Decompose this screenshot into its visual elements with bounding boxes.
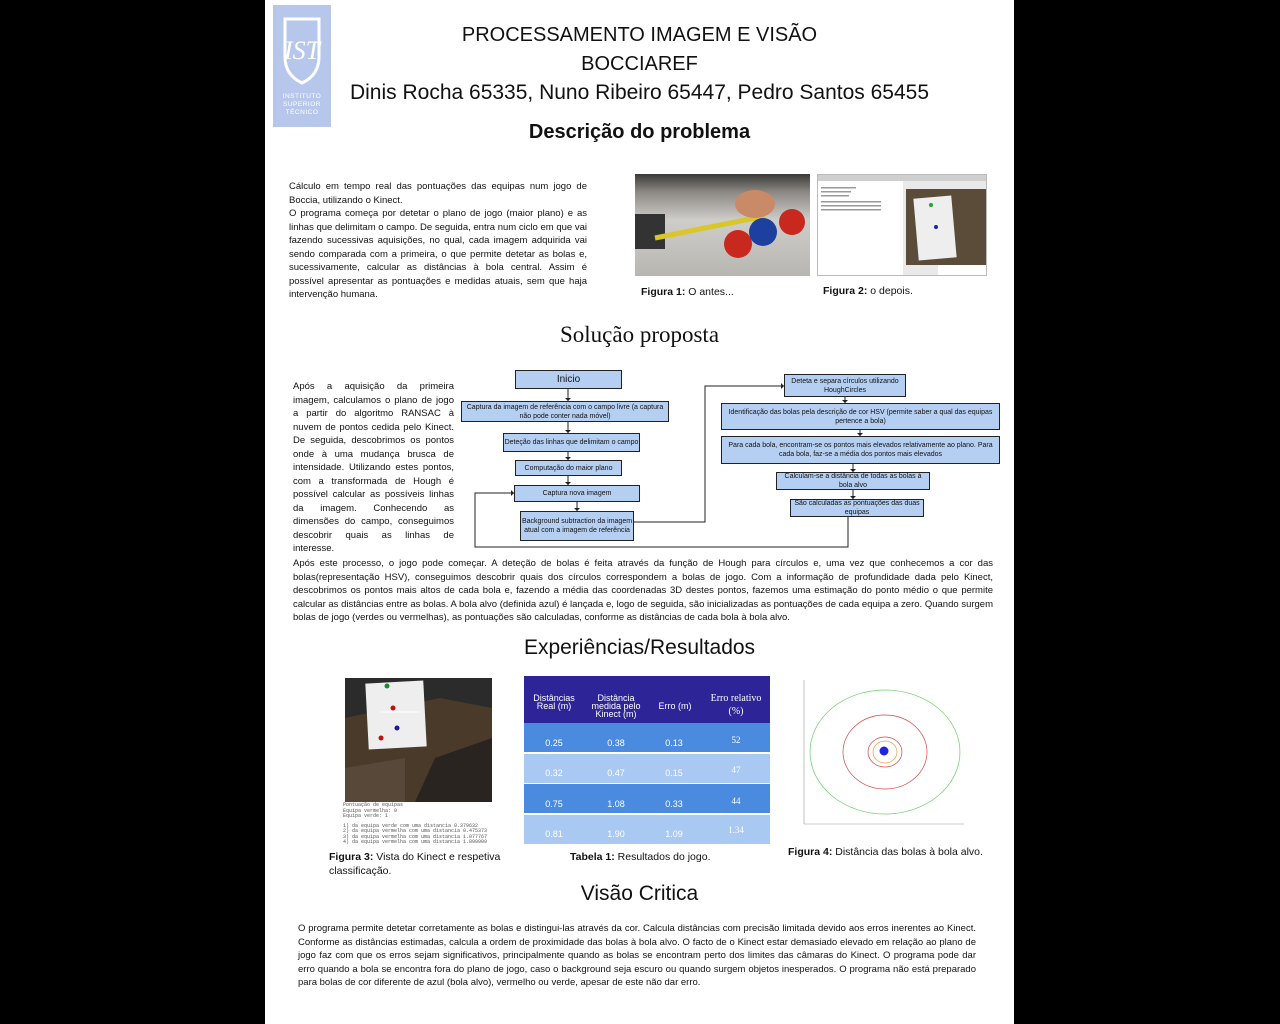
poster-authors: Dinis Rocha 65335, Nuno Ribeiro 65447, Pedro Santos 65455 — [349, 81, 930, 104]
table-cell: 0.13 — [665, 738, 683, 748]
console-line: 1) da equipa verde com uma distancia 0.379632 — [343, 822, 479, 829]
table-header — [524, 676, 770, 723]
flow-pontos-altos: Para cada bola, encontram-se os pontos mais elevados relativamente ao plano. Para cada bola, faz-se a média dos pontos mais elevados — [721, 436, 1000, 464]
table-cell: 0.47 — [607, 768, 625, 778]
poster — [265, 0, 1014, 1024]
table-cell: 1.09 — [665, 829, 683, 839]
flow-detecao-linhas: Deteção das linhas que delimitam o campo — [503, 433, 640, 452]
table-cell: 1.34 — [728, 825, 744, 835]
flow-deteta-circulos: Deteta e separa círculos utilizando HoughCircles — [784, 374, 906, 397]
poster-title: PROCESSAMENTO IMAGEM E VISÃO — [461, 24, 818, 46]
poster-subtitle: BOCCIAREF — [581, 53, 698, 75]
flow-connectors — [265, 0, 1014, 560]
console-line: 2) da equipa vermelha com uma distancia 0.475373 — [343, 828, 488, 834]
console-line: Equipa vermelha: 0 — [343, 807, 398, 814]
figure3-caption: Figura 3: Vista do Kinect e respetiva classificação. — [329, 851, 501, 877]
figure4-caption: Figura 4: Distância das bolas à bola alvo. — [788, 846, 983, 858]
flow-captura-nova: Captura nova imagem — [514, 485, 640, 502]
table-cell: 0.75 — [545, 799, 563, 809]
flow-pontuacoes: São calculadas as pontuações das duas equipas — [790, 499, 924, 517]
problem-heading: Descrição do problema — [528, 121, 751, 143]
table-row — [524, 723, 770, 752]
table-cell: 0.15 — [665, 768, 683, 778]
console-line: 4) da equipa vermelha com uma distancia 1.899909 — [343, 839, 488, 845]
figure3-kinect-view — [345, 678, 492, 802]
table-cell: 0.81 — [545, 829, 563, 839]
solution-heading: Solução proposta — [559, 322, 720, 347]
figure4-plot — [800, 676, 970, 836]
solution-bottom-text: Após este processo, o jogo pode começar. A deteção de bolas é feita através da função de Hough para círculos e, uma vez que conhecemos a cor das bolas(representação HSV), conseguimos descobrir quais dos círculos correspondem a bolas de jogo. Com a informação de profundidade dada pelo Kinect, descobrimos os pontos mais altos de cada bola e, fazendo a média das coordenadas 3D destes pontos, fazemos uma estimação do ponto médio o que permite calcular as distâncias entre as bolas. A bola alvo (definida azul) é lançada e, logo de seguida, são inicializadas as pontuações de cada equipa a zero. Quando surgem bolas de jogo (verdes ou vermelhas), as pontuações são calculadas, conforme as distâncias de cada bola à bola alvo. — [293, 558, 993, 623]
table-cell: 44 — [731, 796, 741, 806]
flow-distancia: Calculam-se a distância de todas as bolas à bola alvo — [776, 472, 930, 490]
table-row — [524, 784, 770, 813]
table-cell: 0.32 — [545, 768, 563, 778]
table-cell: 52 — [731, 735, 741, 745]
flow-inicio: Inicio — [515, 370, 622, 389]
table-row — [524, 815, 770, 844]
flow-maior-plano: Computação do maior plano — [515, 460, 622, 476]
logo-text-1: INSTITUTO — [282, 93, 322, 100]
flow-identificacao: Identificação das bolas pela descrição de cor HSV (permite saber a qual das equipas pertence a bola) — [721, 403, 1000, 430]
table-cell: 1.90 — [607, 829, 625, 839]
solution-left-text: Após a aquisição da primeira imagem, calculamos o plano de jogo a partir do algoritmo RANSAC à nuvem de pontos cedida pelo Kinect. De seguida, descobrimos os pontos onde à uma mudança brusca de intensidade. Utilizando estes pontos, com a transformada de Hough é possível calcular as possíveis linhas da imagem. Conhecendo as dimensões do campo, conseguimos descobrir quais as linhas de interesse. — [293, 381, 454, 554]
table-cell: 47 — [731, 765, 741, 775]
console-line: Pontuação de equipas — [343, 802, 404, 808]
logo-text-2: SUPERIOR — [283, 101, 321, 108]
console-line: Equipa verde: 1 — [343, 813, 389, 819]
problem-text: Cálculo em tempo real das pontuações das equipas num jogo de Boccia, utilizando o Kinect. O programa começa por detetar o plano de jogo (maior plano) e as linhas que delimitam o campo. De seguida, entra num ciclo em que vai fazendo sucessivas aquisições, no qual, cada imagem adquirida vai sendo comparada com a primeira, o que permite detetar as bolas e, sucessivamente, calcular as distâncias à bola central. Assim é possível apresentar as pontuações e medidas atuais, sem que haja intervenção humana. — [289, 181, 587, 300]
table1-caption: Tabela 1: Resultados do jogo. — [570, 851, 711, 863]
results-table — [524, 676, 770, 844]
table-cell: 0.25 — [545, 738, 563, 748]
logo-mark: IST — [283, 36, 321, 65]
figure2-caption: Figura 2: o depois. — [823, 285, 913, 297]
table-row — [524, 754, 770, 783]
results-heading: Experiências/Resultados — [523, 636, 756, 659]
header-cell: Distância medida pelo Kinect (m) — [591, 693, 641, 719]
header-cell: Erro relativo (%) — [710, 693, 762, 717]
console-output — [343, 803, 503, 846]
header-cell: Erro (m) — [658, 701, 692, 711]
flow-background: Background subtraction da imagem atual com a imagem de referência — [520, 511, 634, 541]
critique-text: O programa permite detetar corretamente as bolas e distingui-las através da cor. Calcula distâncias com precisão limitada devido aos erros inerentes ao Kinect. Conforme as distâncias estimadas, calcula a ordem de proximidade das bolas à bola alvo. O facto de o Kinect estar demasiado elevado em relação ao plano de jogo faz com que os erros sejam significativos, principalmente quando as bolas se encontram perto dos limites das câmaras do Kinect. O programa pode dar erro quando a bola se encontra fora do plano de jogo, caso o background seja escuro ou quando surgem objetos inesperados. O programa não está preparado para bolas de cor diferente de azul (bola alvo), vermelho ou verde, apesar de este não dar erro. — [298, 923, 976, 988]
table-cell: 0.33 — [665, 799, 683, 809]
table-cell: 0.38 — [607, 738, 625, 748]
header-cell: Distâncias Real (m) — [533, 693, 575, 711]
target-ball — [880, 747, 889, 756]
logo-text-3: TÉCNICO — [285, 109, 319, 116]
console-line: 3) da equipa vermelha com uma distancia 1.077767 — [343, 833, 488, 840]
table-cell: 1.08 — [607, 799, 625, 809]
figure1-caption: Figura 1: O antes... — [641, 286, 734, 298]
flow-captura-ref: Captura da imagem de referência com o campo livre (a captura não pode conter nada móvel) — [461, 401, 669, 422]
critique-heading: Visão Critica — [580, 882, 699, 905]
